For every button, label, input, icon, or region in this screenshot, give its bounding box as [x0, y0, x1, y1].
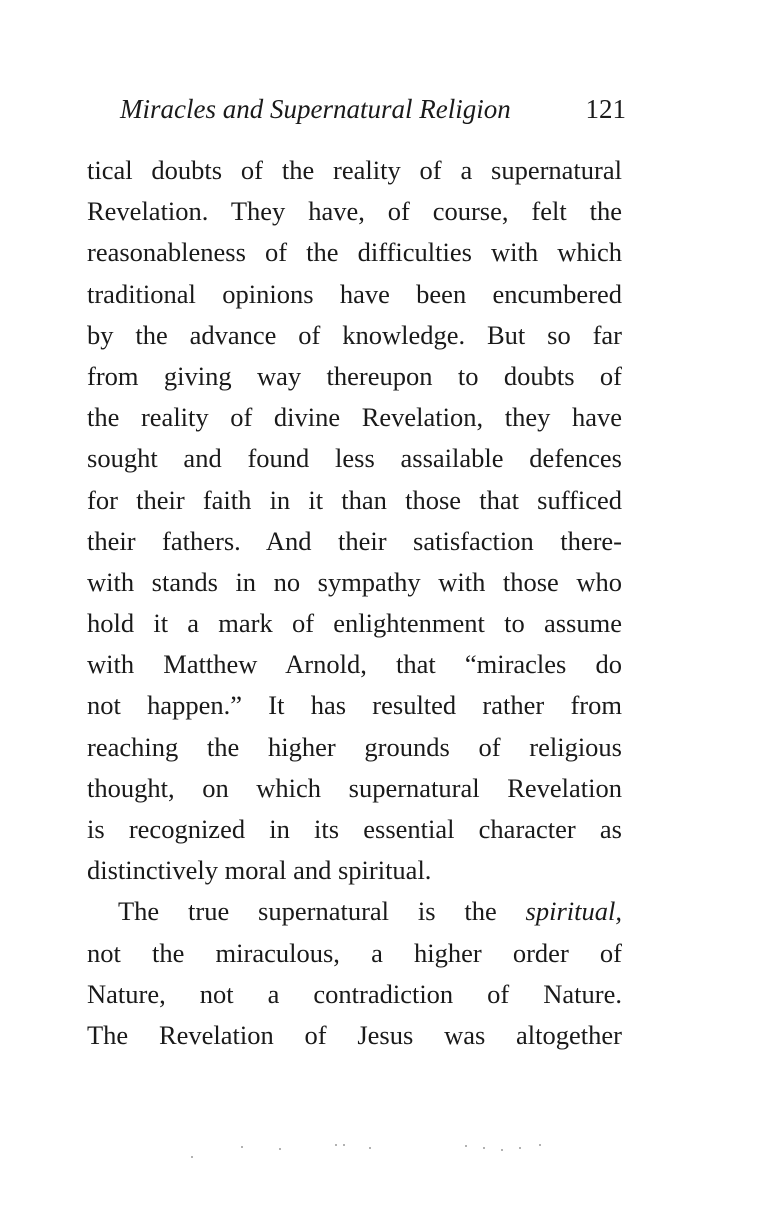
text-line: not the miraculous, a higher order of: [87, 937, 622, 968]
text-line: Revelation. They have, of course, felt the: [87, 196, 622, 227]
body-text: [87, 150, 622, 1056]
scan-speck: [241, 1146, 243, 1148]
scan-speck: [483, 1147, 485, 1149]
text-line: is recognized in its essential character as: [87, 814, 622, 844]
opening-text: The true supernatural is the: [118, 896, 526, 927]
text-line: traditional opinions have been encumbered: [87, 278, 622, 309]
scan-speck: [369, 1147, 371, 1149]
scan-speck: [279, 1148, 281, 1150]
running-head: [118, 89, 628, 129]
text-line: for their faith in it than those that sufficed: [87, 484, 622, 515]
text-line: by the advance of knowledge. But so far: [87, 319, 622, 350]
paragraph-opening-line: [87, 891, 622, 932]
text-line: with stands in no sympathy with those who: [87, 566, 622, 597]
text-line: sought and found less assailable defences: [87, 443, 622, 474]
text-line: hold it a mark of enlightenment to assume: [87, 608, 622, 639]
text-line: with Matthew Arnold, that “miracles do: [87, 649, 622, 680]
text-line: tical doubts of the reality of a supernatural: [87, 155, 622, 185]
scan-speck: [519, 1147, 521, 1149]
scan-specks: [185, 1142, 555, 1160]
scan-speck: [465, 1145, 467, 1147]
text-line: the reality of divine Revelation, they have: [87, 402, 622, 433]
scan-speck: [343, 1144, 345, 1146]
scan-speck: [501, 1149, 503, 1151]
scan-speck: [191, 1156, 193, 1158]
emphasis-word: spiritual,: [525, 896, 622, 927]
text-line: distinctively moral and spiritual.: [87, 855, 432, 886]
scan-speck: [539, 1144, 541, 1146]
scan-speck: [335, 1144, 337, 1146]
text-line: thought, on which supernatural Revelation: [87, 772, 622, 803]
text-line: reaching the higher grounds of religious: [87, 731, 622, 762]
text-line: from giving way thereupon to doubts of: [87, 360, 622, 391]
text-line: their fathers. And their satisfaction there-: [87, 525, 622, 556]
text-line: The Revelation of Jesus was altogether: [87, 1019, 622, 1050]
running-title: Miracles and Supernatural Religion: [120, 94, 511, 124]
page-number: 121: [585, 94, 626, 124]
text-line: Nature, not a contradiction of Nature.: [87, 978, 622, 1009]
text-line: reasonableness of the difficulties with which: [87, 237, 622, 268]
text-line: not happen.” It has resulted rather from: [87, 690, 622, 721]
